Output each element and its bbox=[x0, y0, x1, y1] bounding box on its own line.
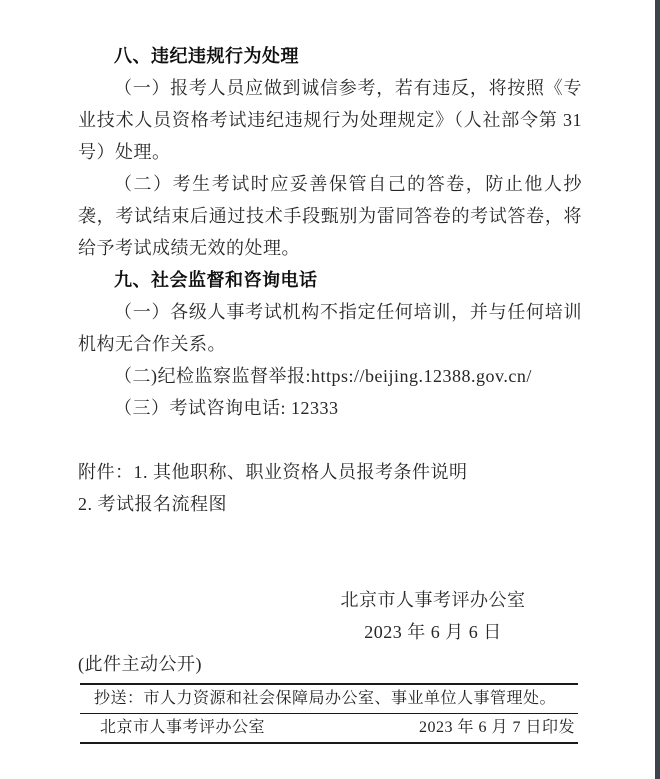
issue-date: 2023 年 6 月 6 日 bbox=[364, 622, 502, 642]
paragraph-violation-rule-1: （一）报考人员应做到诚信参考，若有违反，将按照《专业技术人员资格考试违纪违规行为处理规定》（人社部令第 31 号）处理。 bbox=[78, 78, 582, 162]
document-footer bbox=[80, 683, 578, 744]
document-body bbox=[78, 40, 582, 680]
disclosure-note: (此件主动公开) bbox=[78, 654, 202, 674]
cc-label: 抄送： bbox=[94, 690, 144, 707]
paragraph-supervision-1: （一）各级人事考试机构不指定任何培训，并与任何培训机构无合作关系。 bbox=[78, 302, 582, 354]
paragraph-consultation-phone: （三）考试咨询电话: 12333 bbox=[114, 398, 339, 418]
issuer-name: 北京市人事考评办公室 bbox=[340, 590, 526, 610]
section-heading-supervision: 九、社会监督和咨询电话 bbox=[114, 270, 318, 290]
print-row bbox=[80, 714, 578, 744]
section-heading-violations: 八、违纪违规行为处理 bbox=[114, 46, 299, 66]
print-date: 2023 年 6 月 7 日印发 bbox=[418, 719, 575, 736]
cc-text: 市人力资源和社会保障局办公室、事业单位人事管理处。 bbox=[143, 690, 557, 707]
attachment-item-1 bbox=[78, 456, 582, 488]
paragraph-supervision-report-url: （二)纪检监察监督举报:https://beijing.12388.gov.cn/ bbox=[114, 366, 532, 386]
printing-office: 北京市人事考评办公室 bbox=[100, 719, 266, 736]
attachments-block bbox=[78, 456, 582, 520]
signature-block bbox=[283, 584, 583, 648]
page-edge-shadow bbox=[655, 0, 660, 779]
attachment-item-1-text: 1. 其他职称、职业资格人员报考条件说明 bbox=[133, 462, 468, 482]
paragraph-violation-rule-2: （二）考生考试时应妥善保管自己的答卷，防止他人抄袭，考试结束后通过技术手段甄别为雷同答卷的考试答卷，将给予考试成绩无效的处理。 bbox=[78, 174, 582, 258]
attachment-item-2: 2. 考试报名流程图 bbox=[78, 494, 227, 514]
attachments-label: 附件： bbox=[78, 462, 134, 482]
cc-row bbox=[80, 683, 578, 714]
